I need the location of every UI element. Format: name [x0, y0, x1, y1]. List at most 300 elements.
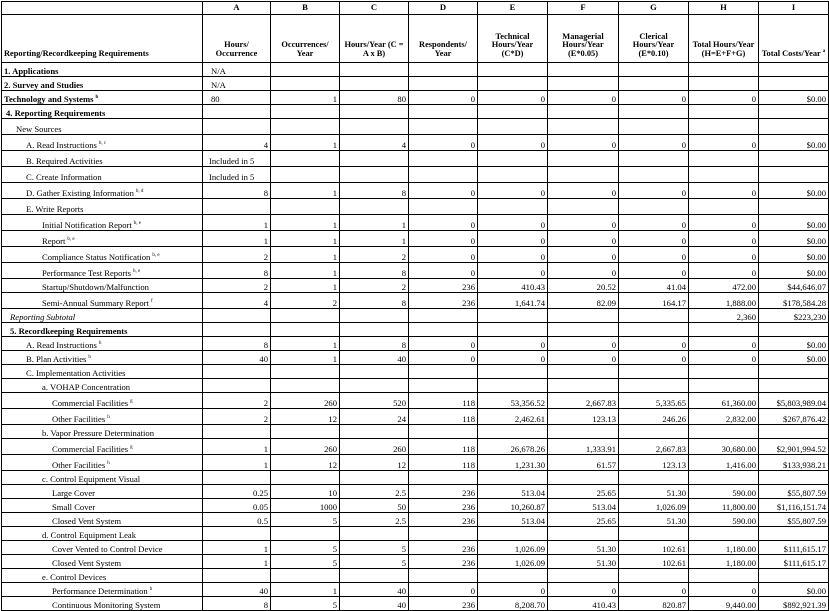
table-cell	[409, 323, 478, 337]
table-cell	[271, 119, 340, 135]
table-cell: 0	[548, 231, 619, 247]
table-cell	[478, 63, 548, 77]
table-cell	[409, 471, 478, 485]
table-cell: 5	[271, 541, 340, 555]
table-cell: 260	[271, 393, 340, 409]
row-label: Large Cover	[2, 485, 203, 499]
table-cell: 51.30	[619, 513, 689, 527]
table-cell: 0	[409, 215, 478, 231]
table-cell	[409, 119, 478, 135]
table-cell	[689, 527, 759, 541]
table-cell: $892,921.39	[759, 597, 829, 611]
table-cell: 0.25	[203, 485, 271, 499]
table-cell: 0.5	[203, 513, 271, 527]
table-cell: 4	[340, 135, 409, 151]
table-cell: 2,667.83	[548, 393, 619, 409]
table-cell: 0	[619, 215, 689, 231]
table-cell	[548, 105, 619, 119]
table-cell: 0	[478, 247, 548, 263]
table-cell: N/A	[203, 63, 271, 77]
table-cell: $178,584.28	[759, 293, 829, 309]
table-cell: 24	[340, 409, 409, 425]
table-cell: 2,832.00	[689, 409, 759, 425]
footnote-marker: a	[822, 49, 826, 55]
table-cell: 102.61	[619, 555, 689, 569]
table-row	[2, 91, 829, 105]
table-cell	[203, 309, 271, 323]
table-cell	[203, 119, 271, 135]
table-cell: 1	[203, 541, 271, 555]
table-cell	[340, 199, 409, 215]
table-row	[2, 119, 829, 135]
table-row	[2, 63, 829, 77]
table-row	[2, 323, 829, 337]
table-cell: 0	[619, 351, 689, 365]
table-cell	[478, 77, 548, 91]
row-label: Closed Vent System	[2, 555, 203, 569]
table-cell	[203, 199, 271, 215]
table-cell	[409, 425, 478, 439]
column-header: Clerical Hours/Year (E*0.10)	[619, 15, 689, 63]
table-cell	[340, 323, 409, 337]
table-cell: 1	[271, 351, 340, 365]
table-row	[2, 583, 829, 597]
row-label: Other Facilities $^h$	[2, 409, 203, 425]
table-cell: 236	[409, 499, 478, 513]
table-cell: Included in 5	[203, 151, 271, 167]
table-cell: 236	[409, 279, 478, 293]
table-cell: 513.04	[478, 485, 548, 499]
column-letter: C	[340, 2, 409, 15]
table-cell: 0	[478, 351, 548, 365]
table-cell	[759, 77, 829, 91]
table-cell: 2	[340, 279, 409, 293]
table-row	[2, 309, 829, 323]
table-cell	[409, 151, 478, 167]
table-row	[2, 527, 829, 541]
column-letter: F	[548, 2, 619, 15]
row-label: Semi-Annual Summary Report $^f$	[2, 293, 203, 309]
footnote-marker: f	[150, 298, 153, 304]
table-cell	[271, 365, 340, 379]
table-cell: $0.00	[759, 135, 829, 151]
table-cell	[478, 365, 548, 379]
table-cell	[619, 527, 689, 541]
table-cell: 0	[548, 215, 619, 231]
table-cell	[271, 471, 340, 485]
table-row	[2, 485, 829, 499]
table-cell: $111,615.17	[759, 555, 829, 569]
table-cell: 30,680.00	[689, 439, 759, 455]
table-cell	[340, 471, 409, 485]
table-cell	[478, 199, 548, 215]
table-cell: 1	[340, 215, 409, 231]
table-cell: 0	[619, 337, 689, 351]
table-cell: 2,667.83	[619, 439, 689, 455]
table-cell: 0	[478, 337, 548, 351]
row-label: Startup/Shutdown/Malfunction	[2, 279, 203, 293]
table-cell	[619, 471, 689, 485]
table-cell: 1	[271, 231, 340, 247]
footnote-marker: b, d	[135, 188, 144, 194]
table-row	[2, 409, 829, 425]
table-cell	[759, 199, 829, 215]
table-cell: 118	[409, 393, 478, 409]
table-cell	[409, 379, 478, 393]
table-cell: 5,335.65	[619, 393, 689, 409]
table-cell: 0	[548, 247, 619, 263]
row-label: Report $^{b, e}$	[2, 231, 203, 247]
column-letter: G	[619, 2, 689, 15]
table-cell	[548, 199, 619, 215]
row-label: 1. Applications	[2, 63, 203, 77]
table-cell	[689, 119, 759, 135]
table-row	[2, 135, 829, 151]
table-cell	[340, 425, 409, 439]
table-cell	[271, 105, 340, 119]
table-cell: 40	[340, 583, 409, 597]
table-cell	[619, 425, 689, 439]
table-cell	[548, 63, 619, 77]
column-header: Technical Hours/Year (C*D)	[478, 15, 548, 63]
footnote-marker: b	[88, 354, 91, 360]
table-cell: 12	[271, 409, 340, 425]
table-cell: 10,260.87	[478, 499, 548, 513]
table-cell: 0	[409, 337, 478, 351]
table-cell: $133,938.21	[759, 455, 829, 471]
table-cell	[340, 77, 409, 91]
table-cell: 0	[689, 215, 759, 231]
table-row	[2, 513, 829, 527]
table-cell	[759, 379, 829, 393]
table-cell: 53,356.52	[478, 393, 548, 409]
table-cell: 0	[409, 247, 478, 263]
table-cell	[478, 323, 548, 337]
table-cell: 2.5	[340, 485, 409, 499]
table-cell	[548, 151, 619, 167]
table-row	[2, 541, 829, 555]
table-cell: 8	[203, 337, 271, 351]
table-row	[2, 247, 829, 263]
table-cell: 236	[409, 541, 478, 555]
table-cell: 2,360	[689, 309, 759, 323]
table-row	[2, 555, 829, 569]
table-row	[2, 365, 829, 379]
table-cell: 61.57	[548, 455, 619, 471]
column-letter: H	[689, 2, 759, 15]
table-cell	[759, 105, 829, 119]
table-cell	[203, 365, 271, 379]
table-row	[2, 151, 829, 167]
footnote-marker: b, c	[98, 140, 107, 146]
row-label: Other Facilities $^h$	[2, 455, 203, 471]
table-cell: 472.00	[689, 279, 759, 293]
table-cell	[340, 105, 409, 119]
table-row	[2, 77, 829, 91]
table-cell: 2.5	[340, 513, 409, 527]
table-cell: 1,026.09	[619, 499, 689, 513]
table-cell: 118	[409, 409, 478, 425]
table-cell	[203, 569, 271, 583]
table-cell: 1,026.09	[478, 555, 548, 569]
table-cell: 590.00	[689, 513, 759, 527]
table-cell: 0	[689, 337, 759, 351]
table-cell: 0	[689, 231, 759, 247]
table-cell	[340, 527, 409, 541]
footnote-marker: b	[149, 586, 153, 592]
table-cell	[619, 119, 689, 135]
table-row	[2, 105, 829, 119]
row-label: 5. Recordkeeping Requirements	[2, 323, 203, 337]
table-cell	[340, 365, 409, 379]
table-cell	[619, 365, 689, 379]
table-cell	[478, 471, 548, 485]
table-cell: 5	[271, 513, 340, 527]
table-cell	[619, 63, 689, 77]
table-cell	[271, 323, 340, 337]
table-cell: 0	[548, 91, 619, 105]
table-row	[2, 199, 829, 215]
table-cell: 0	[478, 135, 548, 151]
table-row	[2, 439, 829, 455]
table-cell: 51.30	[548, 555, 619, 569]
table-cell: 0	[619, 91, 689, 105]
table-cell: 50	[340, 499, 409, 513]
table-cell: 0	[409, 183, 478, 199]
table-cell	[759, 365, 829, 379]
table-cell	[619, 199, 689, 215]
row-label: a. VOHAP Concentration	[2, 379, 203, 393]
table-cell	[759, 119, 829, 135]
table-cell: 2	[203, 247, 271, 263]
table-cell: 51.30	[619, 485, 689, 499]
table-cell: 1	[271, 183, 340, 199]
column-letter: E	[478, 2, 548, 15]
row-label: Compliance Status Notification $^{b, e}$	[2, 247, 203, 263]
table-row	[2, 425, 829, 439]
table-row	[2, 337, 829, 351]
table-cell	[619, 569, 689, 583]
table-cell	[271, 569, 340, 583]
table-cell	[689, 379, 759, 393]
row-label: Small Cover	[2, 499, 203, 513]
table-cell: 0	[689, 135, 759, 151]
table-cell	[619, 379, 689, 393]
table-row	[2, 215, 829, 231]
table-cell: $267,876.42	[759, 409, 829, 425]
table-cell	[619, 105, 689, 119]
table-cell: 1,231.30	[478, 455, 548, 471]
table-cell: 0	[619, 263, 689, 279]
table-row	[2, 231, 829, 247]
table-cell	[548, 569, 619, 583]
table-cell	[759, 323, 829, 337]
table-cell: 80	[340, 91, 409, 105]
row-label: 2. Survey and Studies	[2, 77, 203, 91]
table-cell: 10	[271, 485, 340, 499]
table-cell	[759, 167, 829, 183]
table-cell	[409, 309, 478, 323]
table-cell: 1,416.00	[689, 455, 759, 471]
table-cell: 118	[409, 455, 478, 471]
table-cell: 61,360.00	[689, 393, 759, 409]
table-cell: 0	[478, 215, 548, 231]
table-cell: 0	[478, 231, 548, 247]
table-row	[2, 471, 829, 485]
table-cell: $2,901,994.52	[759, 439, 829, 455]
table-cell: 5	[271, 555, 340, 569]
table-cell: 0	[619, 583, 689, 597]
table-cell: 1	[271, 215, 340, 231]
table-cell	[478, 151, 548, 167]
column-letter: A	[203, 2, 271, 15]
column-header: Total Costs/Year $^a$	[759, 15, 829, 63]
burden-table	[1, 1, 829, 611]
table-cell: 0	[478, 91, 548, 105]
table-cell: 2,462.61	[478, 409, 548, 425]
table-cell: $0.00	[759, 337, 829, 351]
table-cell: 1	[271, 135, 340, 151]
table-cell: $55,807.59	[759, 513, 829, 527]
table-cell	[759, 425, 829, 439]
row-label: Commercial Facilities $^g$	[2, 393, 203, 409]
footnote-marker: b	[98, 340, 102, 346]
table-cell: 8	[340, 293, 409, 309]
column-header: Respondents/ Year	[409, 15, 478, 63]
table-cell: 40	[203, 351, 271, 365]
row-label: Performance Test Reports $^{b, e}$	[2, 263, 203, 279]
table-cell: 0	[409, 583, 478, 597]
table-cell	[689, 425, 759, 439]
table-row	[2, 263, 829, 279]
table-cell: 25.65	[548, 513, 619, 527]
table-cell	[478, 527, 548, 541]
table-cell	[409, 63, 478, 77]
table-cell: 236	[409, 597, 478, 611]
table-cell: 12	[271, 455, 340, 471]
table-cell	[548, 167, 619, 183]
footnote-marker: b, e	[132, 268, 141, 274]
table-cell: 590.00	[689, 485, 759, 499]
table-cell: 8	[203, 183, 271, 199]
table-row	[2, 393, 829, 409]
table-cell: 0	[548, 183, 619, 199]
table-cell: 4	[203, 293, 271, 309]
table-cell: 0	[548, 583, 619, 597]
table-cell	[548, 471, 619, 485]
column-letter-row	[2, 2, 829, 15]
table-cell: 260	[271, 439, 340, 455]
table-cell	[340, 63, 409, 77]
table-cell: 1	[271, 583, 340, 597]
table-cell: 0	[548, 135, 619, 151]
table-cell: 123.13	[619, 455, 689, 471]
table-cell	[409, 365, 478, 379]
row-label: C. Create Information	[2, 167, 203, 183]
table-row	[2, 379, 829, 393]
table-cell	[689, 77, 759, 91]
table-cell: 1	[271, 337, 340, 351]
table-cell: 520	[340, 393, 409, 409]
table-cell: Included in 5	[203, 167, 271, 183]
table-cell: 0	[409, 135, 478, 151]
table-cell	[619, 309, 689, 323]
row-label: 4. Reporting Requirements	[2, 105, 203, 119]
table-cell: 20.52	[548, 279, 619, 293]
table-cell	[271, 199, 340, 215]
row-label: C. Implementation Activities	[2, 365, 203, 379]
table-cell	[689, 105, 759, 119]
table-cell: 1,888.00	[689, 293, 759, 309]
table-cell: 0	[619, 135, 689, 151]
table-cell: 26,678.26	[478, 439, 548, 455]
table-cell: 0	[409, 231, 478, 247]
row-label: E. Write Reports	[2, 199, 203, 215]
row-label: New Sources	[2, 119, 203, 135]
table-cell: 0	[548, 337, 619, 351]
row-label: Commercial Facilities $^g$	[2, 439, 203, 455]
table-cell: $5,803,989.04	[759, 393, 829, 409]
table-row	[2, 499, 829, 513]
table-cell: $0.00	[759, 583, 829, 597]
table-cell	[548, 77, 619, 91]
table-cell	[548, 379, 619, 393]
table-cell: 9,440.00	[689, 597, 759, 611]
table-cell	[689, 151, 759, 167]
table-cell: $223,230	[759, 309, 829, 323]
table-cell: 1	[271, 279, 340, 293]
table-cell: 0	[689, 351, 759, 365]
table-cell	[409, 569, 478, 583]
table-cell	[340, 309, 409, 323]
table-cell: 1,641.74	[478, 293, 548, 309]
footnote-marker: b, e	[133, 220, 141, 226]
table-cell: $0.00	[759, 183, 829, 199]
table-row	[2, 167, 829, 183]
table-cell: 12	[340, 455, 409, 471]
table-cell	[271, 425, 340, 439]
table-cell	[203, 527, 271, 541]
table-cell: 2	[203, 279, 271, 293]
table-row	[2, 351, 829, 365]
row-label: Reporting Subtotal	[2, 309, 203, 323]
table-cell: $0.00	[759, 247, 829, 263]
table-cell: 5	[271, 597, 340, 611]
table-cell	[689, 63, 759, 77]
table-cell: 1,180.00	[689, 541, 759, 555]
table-cell	[548, 323, 619, 337]
table-cell	[271, 151, 340, 167]
table-cell	[340, 119, 409, 135]
table-cell: 2	[203, 409, 271, 425]
row-label: Continuous Monitoring System	[2, 597, 203, 611]
table-cell: 0	[478, 263, 548, 279]
table-cell: 0	[619, 231, 689, 247]
column-header-row	[2, 15, 829, 63]
table-cell: 164.17	[619, 293, 689, 309]
table-cell: 0	[619, 247, 689, 263]
table-cell	[478, 425, 548, 439]
table-cell	[271, 77, 340, 91]
table-cell: 1,333.91	[548, 439, 619, 455]
table-cell: $44,646.07	[759, 279, 829, 293]
table-cell	[619, 167, 689, 183]
footnote-marker: g	[130, 444, 133, 450]
table-cell: 0	[478, 583, 548, 597]
footnote-marker: h	[107, 414, 110, 420]
table-cell: 8	[203, 263, 271, 279]
table-cell	[619, 77, 689, 91]
